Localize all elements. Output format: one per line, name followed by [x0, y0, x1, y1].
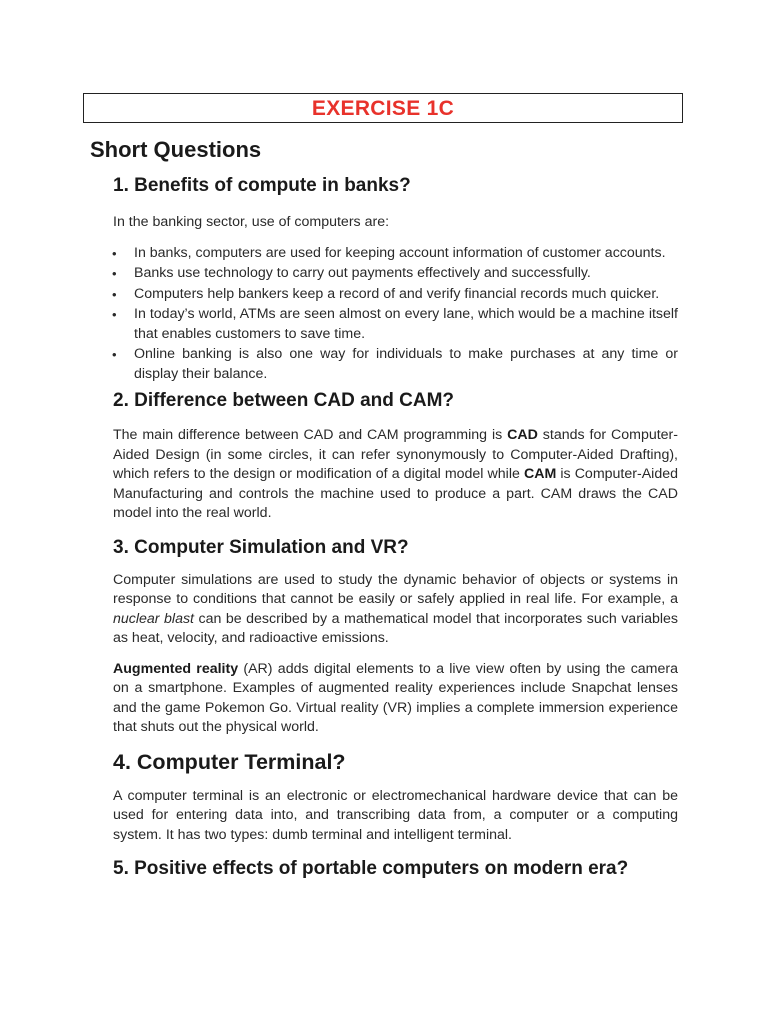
question-4 — [113, 749, 678, 846]
list-item — [112, 345, 678, 384]
list-item — [112, 305, 678, 344]
question-2-heading: 2. Difference between CAD and CAM? — [113, 390, 454, 411]
list-item — [112, 264, 678, 284]
question-5-heading: 5. Positive effects of portable computers on modern era? — [113, 858, 629, 879]
question-1-heading: 1. Benefits of compute in banks? — [113, 175, 411, 196]
question-3-paragraph-1 — [113, 571, 678, 649]
exercise-title: EXERCISE 1C — [311, 97, 455, 120]
list-item-text: Online banking is also one way for individuals to make purchases at any time or display their balance. — [134, 346, 678, 382]
list-item-text: In today’s world, ATMs are seen almost on every lane, which would be a machine itself that enables customers to save time. — [134, 306, 678, 342]
nuclear-blast-term: nuclear blast — [113, 610, 194, 627]
list-item-text: Computers help bankers keep a record of and verify financial records much quicker. — [134, 285, 660, 302]
question-4-paragraph: A computer terminal is an electronic or electromechanical hardware device that can be used for entering data into, and transcribing data from, a computer or a computing system. It has two types: dumb terminal and intelligent terminal. — [113, 787, 678, 843]
paragraph-text: Computer simulations are used to study the dynamic behavior of objects or systems in response to conditions that cannot be easily or safely applied in real life. For example, a — [113, 571, 678, 607]
question-2 — [113, 388, 678, 524]
cam-term: CAM — [523, 466, 557, 482]
document-content — [113, 173, 678, 896]
section-heading: Short Questions — [90, 137, 262, 162]
list-item-text: In banks, computers are used for keeping account information of customer accounts. — [134, 244, 666, 261]
paragraph-text: is Computer-Aided Manufacturing and controls the machine used to produce a part. CAM draws the CAD model into the real world. — [113, 466, 678, 521]
cad-term: CAD — [507, 427, 538, 443]
title-box — [83, 93, 683, 123]
paragraph-text: stands for Computer-Aided Design (in some circles, it can refer synonymously to Computer-Aided Drafting), which refers to the design or modification of a digital model while — [113, 427, 678, 482]
question-1-bullet-list — [113, 244, 678, 385]
list-item — [112, 244, 678, 264]
bullet-icon: • — [112, 286, 117, 302]
paragraph-text: can be described by a mathematical model that incorporates such variables as heat, velocity, and radioactive emissions. — [113, 610, 678, 646]
augmented-reality-term: Augmented reality — [113, 660, 239, 677]
bullet-icon: • — [112, 266, 117, 281]
question-4-heading: 4. Computer Terminal? — [113, 749, 346, 774]
bullet-icon: • — [112, 347, 117, 362]
paragraph-text: The main difference between CAD and CAM programming is — [113, 427, 508, 443]
question-5 — [113, 856, 678, 882]
question-1 — [113, 173, 678, 384]
list-item — [112, 285, 678, 305]
bullet-icon: • — [112, 307, 117, 322]
question-3-heading: 3. Computer Simulation and VR? — [113, 536, 409, 558]
question-2-paragraph — [113, 426, 678, 524]
bullet-icon: • — [112, 245, 117, 261]
question-3-paragraph-2 — [113, 660, 678, 738]
question-1-intro: In the banking sector, use of computers are: — [113, 214, 390, 230]
question-3 — [113, 535, 678, 738]
list-item-text: Banks use technology to carry out payments effectively and successfully. — [134, 265, 591, 281]
paragraph-text: (AR) adds digital elements to a live view often by using the camera on a smartphone. Examples of augmented reality experiences include Snapchat lenses and the game Pokemon Go. Virtual reality (VR) implies a complete immersion experience that shuts out the physical world. — [113, 660, 678, 735]
